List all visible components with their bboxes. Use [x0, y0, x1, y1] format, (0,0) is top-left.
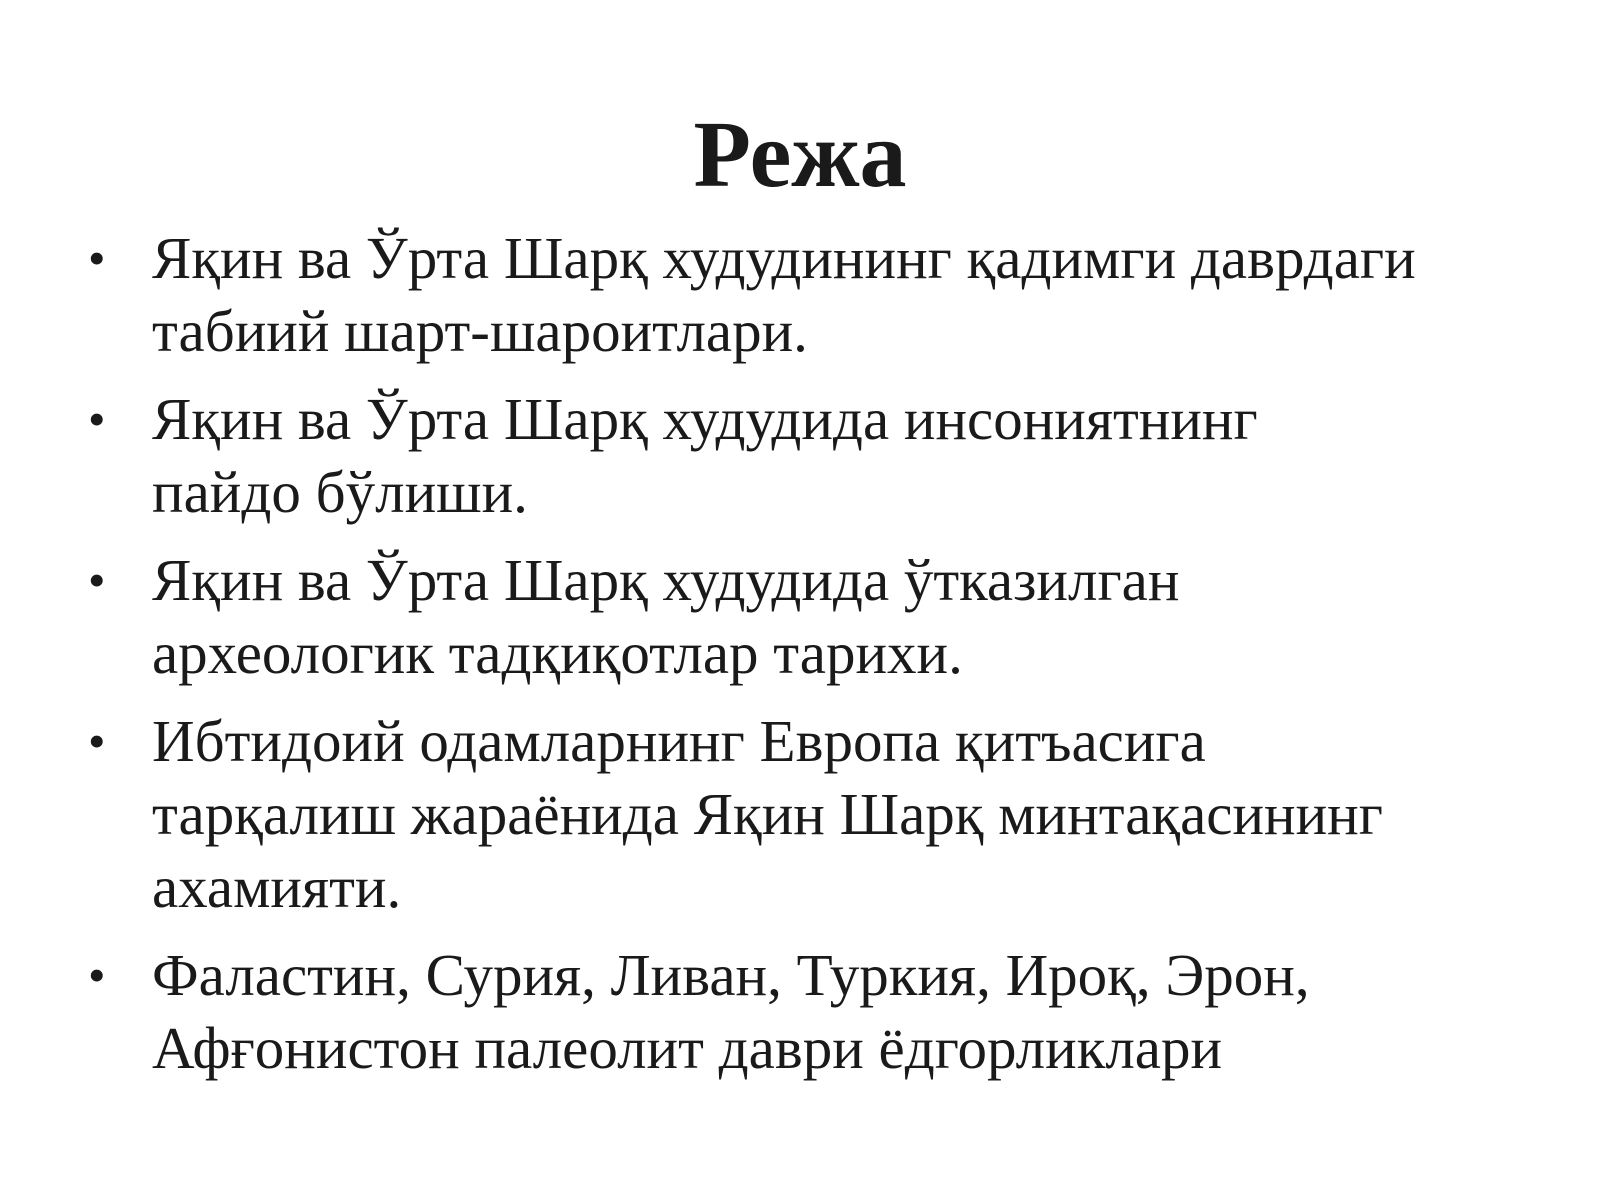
list-item [88, 939, 1558, 1085]
list-item-text: Ибтидоий одамларнинг Европа қитъасига тарқалиш жараёнида Яқин Шарқ минтақасининг ахамияти. [152, 708, 1383, 920]
list-item-text: Яқин ва Ўрта Шарқ худудида инсониятнинг пайдо бўлиши. [152, 386, 1258, 525]
list-item-text: Фаластин, Сурия, Ливан, Туркия, Ироқ, Эрон, Афғонистон палеолит даври ёдгорликлари [152, 942, 1310, 1081]
bullet-icon: • [88, 713, 106, 769]
bullet-icon: • [88, 391, 106, 447]
list-item [88, 222, 1558, 368]
bullet-icon: • [88, 230, 106, 286]
list-item-text: Яқин ва Ўрта Шарқ худудининг қадимги даврдаги табиий шарт-шароитлари. [152, 225, 1416, 364]
list-item [88, 544, 1558, 690]
bullet-icon: • [88, 552, 106, 608]
list-item [88, 383, 1558, 529]
bullet-list [88, 222, 1558, 1100]
bullet-icon: • [88, 947, 106, 1003]
list-item [88, 705, 1558, 924]
list-item-text: Яқин ва Ўрта Шарқ худудида ўтказилган археологик тадқиқотлар тарихи. [152, 547, 1180, 686]
slide-title: Режа [693, 103, 907, 207]
